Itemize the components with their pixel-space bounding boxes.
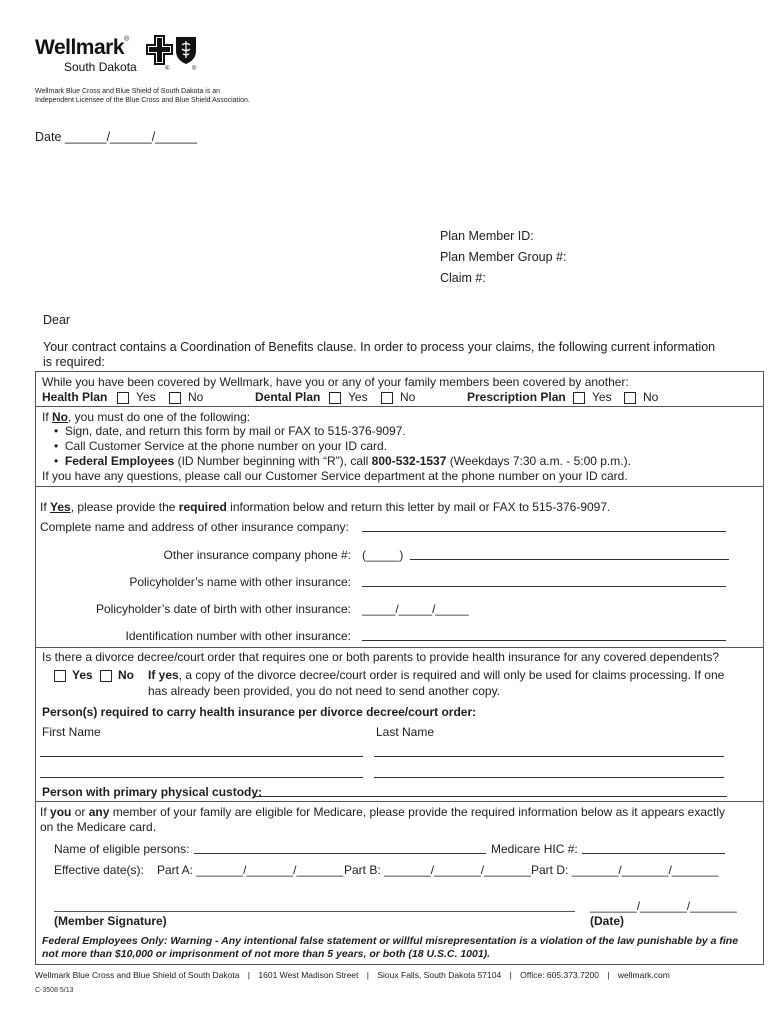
plan-member-group: Plan Member Group #:	[440, 250, 567, 264]
custody-label: Person with primary physical custody:	[42, 785, 263, 799]
dental-plan-no-checkbox[interactable]	[381, 392, 393, 404]
identification-number-label: Identification number with other insurance:	[125, 629, 351, 643]
if-no-instructions: If No, you must do one of the following:	[42, 410, 251, 424]
dental-plan-no-label: No	[400, 390, 416, 404]
last-name-input-1[interactable]	[374, 756, 724, 757]
letter-date: Date ______/______/______	[35, 130, 197, 144]
member-signature-input[interactable]	[54, 911, 575, 912]
logo-subtitle: South Dakota	[64, 60, 137, 74]
divider	[35, 801, 764, 802]
phone-field-input[interactable]	[410, 559, 729, 560]
divider	[35, 486, 764, 487]
form-code: C-3508 5/13	[35, 987, 74, 994]
company-field-label: Complete name and address of other insurance company:	[40, 520, 349, 534]
federal-warning: Federal Employees Only: Warning - Any intentional false statement or willful misrepresentation is a violation of the law punishable by a fine not more than $10,000 or imprisonment of not more than 5 years, or both (18 U.S.C. 1001).	[42, 935, 739, 960]
signature-date-input[interactable]: _______/_______/_______	[590, 899, 737, 913]
health-plan-row: Health Plan	[42, 390, 108, 404]
licensee-statement: Wellmark Blue Cross and Blue Shield of South Dakota is an Independent Licensee of the Blue Cross and Blue Shield Association.	[35, 88, 250, 104]
signature-date-label: (Date)	[590, 914, 625, 928]
health-plan-yes-checkbox[interactable]	[117, 392, 129, 404]
dental-plan-yes-checkbox[interactable]	[329, 392, 341, 404]
first-name-input-2[interactable]	[40, 777, 363, 778]
divorce-no-label: No	[118, 668, 134, 682]
claim-number: Claim #:	[440, 271, 486, 285]
coverage-question: While you have been covered by Wellmark, have you or any of your family members been covered by another:	[42, 375, 629, 389]
identification-number-input[interactable]	[362, 640, 726, 641]
prescription-plan-no-checkbox[interactable]	[624, 392, 636, 404]
health-plan-no-checkbox[interactable]	[169, 392, 181, 404]
prescription-plan-label: Prescription Plan	[467, 390, 566, 404]
divorce-no-checkbox[interactable]	[100, 670, 112, 682]
part-d-date[interactable]: Part D: _______/_______/_______	[531, 863, 719, 877]
salutation: Dear	[43, 313, 71, 327]
wellmark-logo: Wellmark®	[35, 36, 130, 59]
divider	[35, 647, 764, 648]
last-name-input-2[interactable]	[374, 777, 724, 778]
medicare-hic-label: Medicare HIC #:	[491, 842, 578, 856]
medicare-hic-input[interactable]	[582, 853, 725, 854]
policyholder-name-input[interactable]	[362, 586, 726, 587]
company-field-input[interactable]	[362, 531, 726, 532]
divider	[35, 406, 764, 407]
phone-field-label: Other insurance company phone #:	[163, 548, 351, 562]
divorce-if-yes-line2: has already been provided, you do not need to send another copy.	[148, 684, 501, 698]
medicare-intro: If you or any member of your family are eligible for Medicare, please provide the required information below as it appears exactly	[40, 805, 726, 819]
if-no-bullet-1: • Sign, date, and return this form by mail or FAX to 515-376-9097.	[54, 424, 406, 438]
blue-cross-icon	[146, 35, 173, 65]
medicare-intro-line2: on the Medicare card.	[40, 820, 157, 834]
if-no-bullet-2: • Call Customer Service at the phone number on your ID card.	[54, 439, 388, 453]
plan-member-id: Plan Member ID:	[440, 229, 534, 243]
website-link[interactable]: wellmark.com	[617, 970, 670, 980]
divorce-yes-label: Yes	[72, 668, 93, 682]
intro-paragraph: Your contract contains a Coordination of Benefits clause. In order to process your claims, the following current information is required:	[43, 340, 716, 369]
divorce-if-yes-text: If yes, a copy of the divorce decree/court order is required and will only be used for claims processing. If one	[148, 668, 725, 682]
if-yes-instructions: If Yes, please provide the required information below and return this letter by mail or FAX to 515-376-9097.	[40, 500, 611, 514]
if-no-questions: If you have any questions, please call our Customer Service department at the phone number on your ID card.	[42, 469, 628, 483]
member-signature-label: (Member Signature)	[54, 914, 167, 928]
footer: Wellmark Blue Cross and Blue Shield of South Dakota | 1601 West Madison Street | Sioux Falls, South Dakota 57104 | Office: 605.373.7200 | wellmark.com	[35, 970, 670, 980]
health-plan-yes-label: Yes	[136, 390, 156, 404]
eligible-persons-input[interactable]	[194, 853, 486, 854]
blue-shield-icon	[174, 35, 198, 65]
part-a-date[interactable]: Part A: _______/_______/_______	[157, 863, 344, 877]
eligible-persons-label: Name of eligible persons:	[54, 842, 190, 856]
dental-plan-label: Dental Plan	[255, 390, 321, 404]
effective-dates-label: Effective date(s):	[54, 863, 144, 877]
health-plan-no-label: No	[188, 390, 204, 404]
first-name-header: First Name	[42, 725, 101, 739]
policyholder-dob-label: Policyholder’s date of birth with other insurance:	[95, 602, 351, 616]
first-name-input-1[interactable]	[40, 756, 363, 757]
policyholder-name-label: Policyholder’s name with other insurance:	[129, 575, 351, 589]
prescription-plan-yes-checkbox[interactable]	[573, 392, 585, 404]
dental-plan-yes-label: Yes	[348, 390, 368, 404]
logo-wordmark: Wellmark	[35, 36, 124, 59]
persons-required-label: Person(s) required to carry health insurance per divorce decree/court order:	[42, 705, 477, 719]
last-name-header: Last Name	[376, 725, 435, 739]
divorce-yes-checkbox[interactable]	[54, 670, 66, 682]
custody-input[interactable]	[253, 796, 727, 797]
policyholder-dob-input[interactable]: _____/_____/_____	[362, 602, 469, 616]
prescription-plan-no-label: No	[643, 390, 659, 404]
divorce-question: Is there a divorce decree/court order that requires one or both parents to provide health insurance for any covered dependents?	[42, 650, 720, 664]
part-b-date[interactable]: Part B: _______/_______/_______	[344, 863, 531, 877]
prescription-plan-yes-label: Yes	[592, 390, 612, 404]
phone-area-code[interactable]: (_____)	[362, 548, 404, 562]
if-no-bullet-3: • Federal Employees (ID Number beginning with “R”), call 800-532-1537 (Weekdays 7:30 a.m. - 5:00 p.m.).	[54, 454, 631, 468]
